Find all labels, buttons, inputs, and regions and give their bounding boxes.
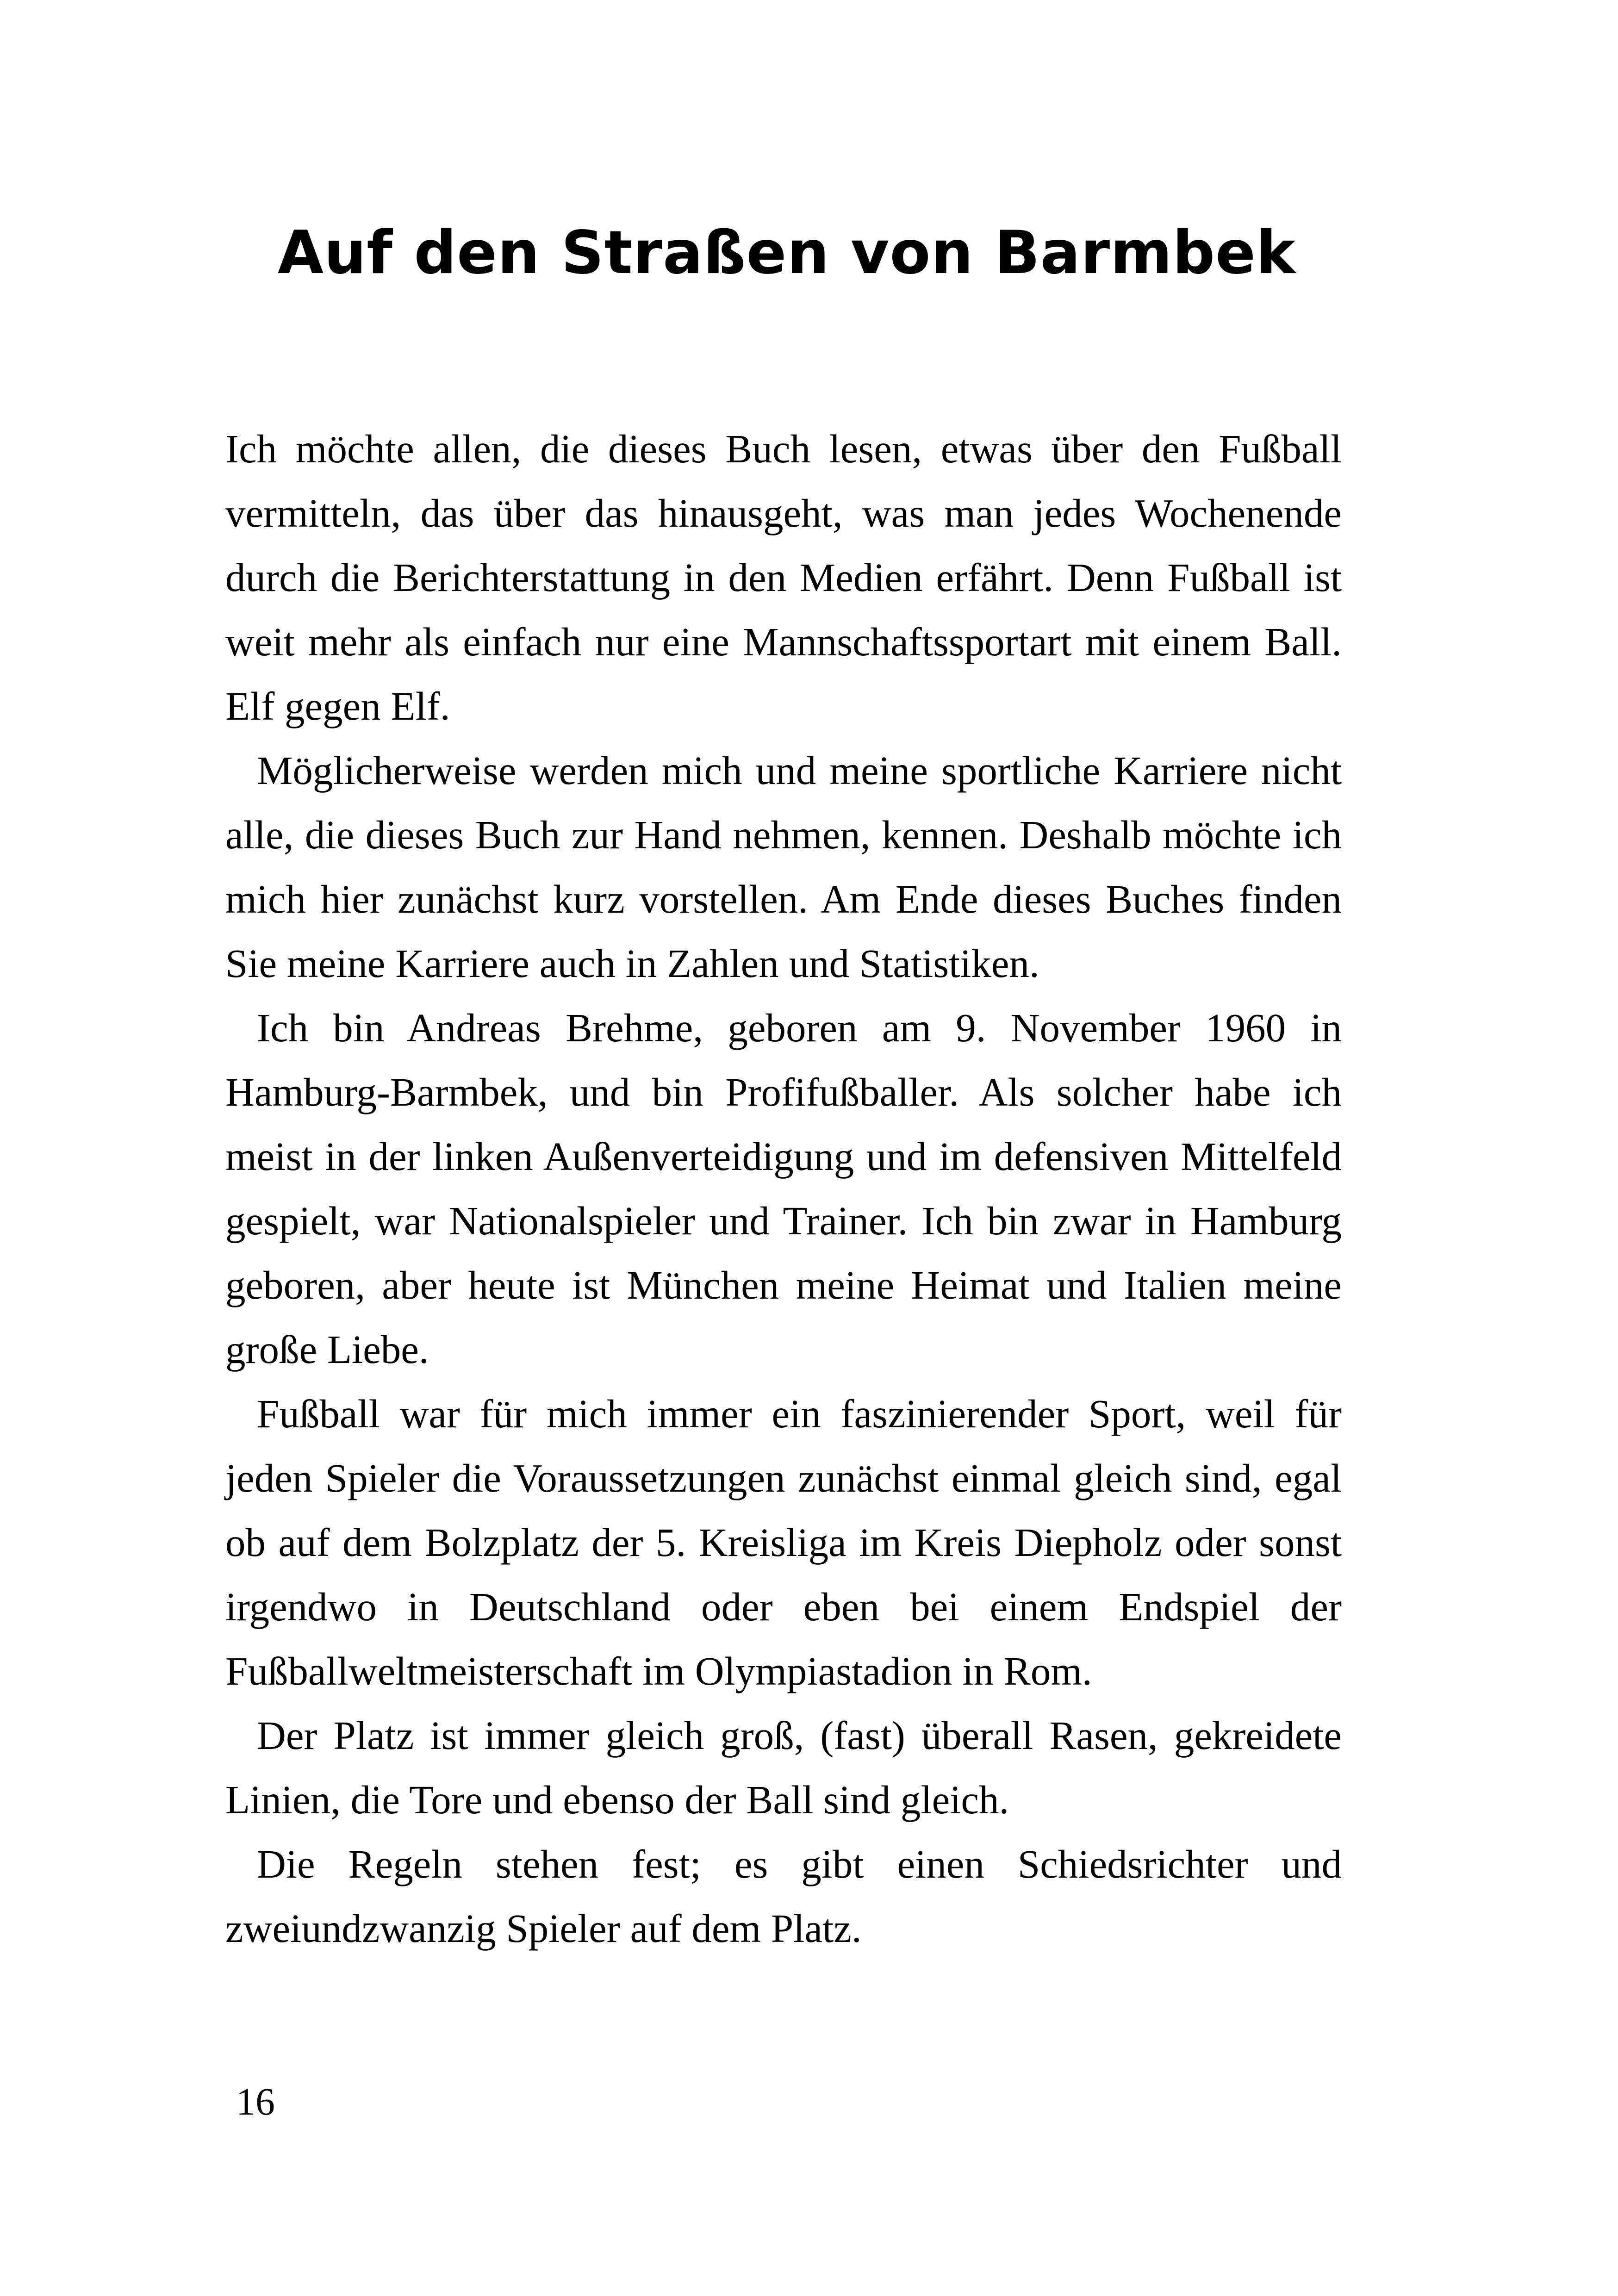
- paragraph: Möglicherweise werden mich und meine sportliche Karriere nicht alle, die dieses Buch zur Hand nehmen, kennen. Deshalb möchte ich mich hier zunächst kurz vorstellen. Am Ende dieses Buches finden Sie meine Karriere auch in Zahlen und Statistiken.: [225, 748, 1342, 986]
- paragraph: Ich möchte allen, die dieses Buch lesen, etwas über den Fußball vermitteln, das über das hinausgeht, was man jedes Wochenende durch die Berichterstattung in den Medien erfährt. Denn Fußball ist weit mehr als einfach nur eine Mannschaftssportart mit einem Ball. Elf gegen Elf.: [225, 426, 1342, 728]
- paragraph: Ich bin Andreas Brehme, geboren am 9. November 1960 in Hamburg-Barmbek, und bin Profifußballer. Als solcher habe ich meist in der linken Außenverteidigung und im defensiven Mittelfeld gespielt, war Nationalspieler und Trainer. Ich bin zwar in Hamburg geboren, aber heute ist München meine Heimat und Italien meine große Liebe.: [225, 1005, 1342, 1372]
- body-text: [225, 417, 1342, 1960]
- paragraph: Fußball war für mich immer ein faszinierender Sport, weil für jeden Spieler die Voraussetzungen zunächst einmal gleich sind, egal ob auf dem Bolzplatz der 5. Kreisliga im Kreis Diepholz oder sonst irgendwo in Deutschland oder eben bei einem Endspiel der Fußballweltmeisterschaft im Olympiastadion in Rom.: [225, 1391, 1342, 1693]
- paragraph: Die Regeln stehen fest; es gibt einen Schiedsrichter und zweiundzwanzig Spieler auf dem Platz.: [225, 1842, 1342, 1951]
- page-number: 16: [236, 2080, 275, 2123]
- paragraph: Der Platz ist immer gleich groß, (fast) überall Rasen, gekreidete Linien, die Tore und ebenso der Ball sind gleich.: [225, 1713, 1342, 1822]
- chapter-title: Auf den Straßen von Barmbek: [278, 218, 1296, 287]
